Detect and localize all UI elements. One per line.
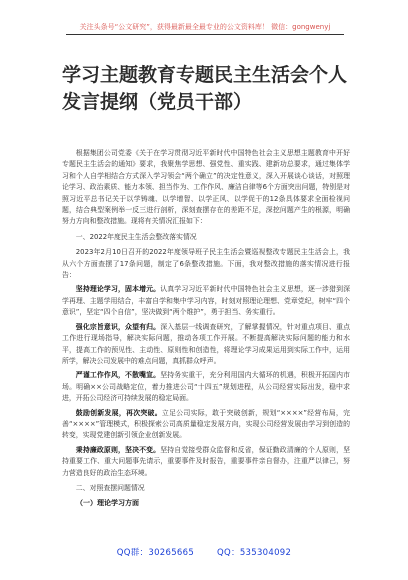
list-item [62, 370, 350, 404]
footer-qq: QQ：535304092 [217, 548, 292, 558]
document-title: 学习主题教育专题民主生活会个人发言提纲（党员干部） [62, 64, 348, 113]
item-body: 坚持自觉接受群众监督和反省，保证勤政清廉的个人原则，坚持重要工作、重大问题事先请示，重要事件及时报告，重要事件亲自督办，注重严以律己，努力营造良好的政治生态环境。 [62, 445, 351, 477]
footer-contact [0, 546, 408, 558]
document-body [62, 148, 350, 511]
item-heading: 鼓励创新发展，再次突破。 [75, 408, 162, 417]
item-body: 深入基层一线调查研究，了解掌握情况，针对重点项目、重点工作进行现场指导，解决实际问题，推动各项工作开展。不断提高解决实际问题的能力和水平，提高工作的预见性、主动性、原则性和创造性，将理论学习成果运用到实际工作中，运用所学，解决公司发展中的难点问题，真抓群众呼声。 [62, 322, 351, 365]
item-body: 坚持务实重干，充分利用国内大循环的机遇，积极开拓国内市场。明确××公司战略定位，着力推进公司“十四五”规划进程，从公司经营实际出发，稳中求进，开拓公司经济可持续发展的稳定局面。 [62, 371, 351, 403]
item-heading: 秉持廉政原则，坚决不变。 [75, 445, 161, 454]
item-body: 立足公司实际，敢于突破创新，规划“××××”经营布局，完善“××××”管理模式，积极探索公司高质量稳定发展方向，实现公司经营发展由学习到创造的转变，实现党建创新引领企业创新发展。 [62, 408, 351, 440]
section-heading-1: 一、2022年度民主生活会整改落实情况 [75, 232, 197, 241]
intro-paragraph: 根据集团公司党委《关于在学习贯彻习近平新时代中国特色社会主义思想主题教育中开好专题民主生活会的通知》要求，我聚焦学思想、强党性、重实践、建新功总要求，通过集体学习和个人自学相结合方式深入学习领会“两个确立”的决定性意义，深入开展谈心谈话，对照理论学习、政治素质、能力本领、担当作为、工作作风、廉洁自律等6个方面突出问题，特别是对照习近平总书记关于以学铸魂、以学增智、以学正风、以学促干的12条具体要求全面检视问题，结合典型案例举一反三进行剖析，深刻查摆存在的差距不足，深挖问题产生的根源，明确努力方向和整改措施。现将有关情况汇报如下： [62, 149, 350, 226]
item-heading: 严谨工作作风，不散嘴宣。 [75, 371, 161, 380]
section1-intro: 2023年2月10日召开的2022年度领导班子民主生活会暨巡视整改专题民主生活会上，我从六个方面查摆了17条问题，制定了6条整改措施。下面，我对整改措施的落实情况进行报告： [62, 248, 350, 280]
list-item [62, 284, 350, 318]
list-item [62, 408, 350, 442]
promo-banner: 关注头条号“公文研究”，获得最新最全最专业的公文资料库！ 微信：gongwenyj [66, 22, 344, 35]
item-heading: 坚持理论学习，固本增元。 [75, 285, 161, 294]
list-item [62, 445, 350, 479]
subsection-heading: （一）理论学习方面 [76, 499, 139, 508]
footer-qq-group: QQ群：30265665 [116, 548, 195, 558]
list-item [62, 322, 350, 368]
item-body: 认真学习习近平新时代中国特色社会主义思想，逐一涉猎到深学再理、主题学用结合，丰富自学和集中学习内容，时刻对照理论理想、党章党纪，树牢“四个意识”，坚定“四个自信”，坚决做到“两个维护”，勇于担当、务实重行。 [62, 285, 351, 317]
section-heading-2: 二、对照查摆问题情况 [75, 483, 145, 492]
item-heading: 强化宗旨意识，众望有归。 [75, 322, 161, 331]
